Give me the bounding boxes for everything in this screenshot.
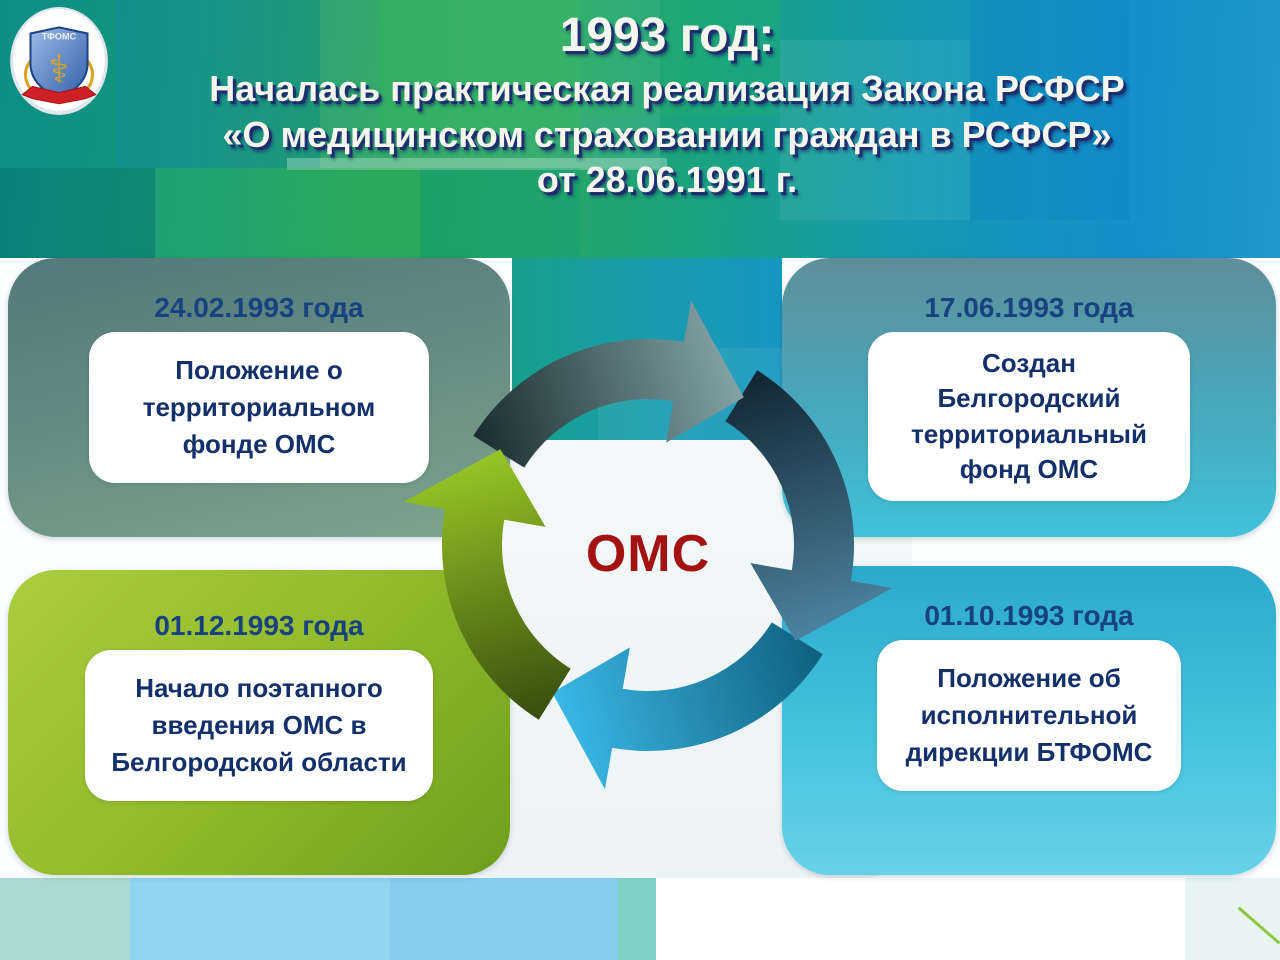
cycle-center-label: ОМС xyxy=(585,525,711,583)
milestone-date: 24.02.1993 года xyxy=(154,292,364,323)
milestone-text: Создан Белгородский территориальный фонд ОМС xyxy=(868,332,1190,501)
milestone-date: 17.06.1993 года xyxy=(924,292,1134,323)
milestone-date: 01.10.1993 года xyxy=(924,600,1134,631)
milestone-card-top-left xyxy=(8,258,510,537)
title-year: 1993 год: xyxy=(559,9,775,62)
staff-of-asclepius-icon: ⚕ xyxy=(48,48,70,92)
milestone-card-bottom-left xyxy=(8,570,510,875)
center-teal-column xyxy=(512,258,782,462)
mosaic-square xyxy=(130,878,390,960)
milestone-text: Положение о территориальном фонде ОМС xyxy=(89,332,429,483)
mosaic-square xyxy=(618,878,656,960)
milestone-text: Начало поэтапного введения ОМС в Белгородской области xyxy=(85,650,433,801)
title-line-4: от 28.06.1991 г. xyxy=(536,159,798,201)
tfoms-logo xyxy=(8,5,110,117)
milestone-card-bottom-right xyxy=(782,566,1276,875)
milestone-text: Положение об исполнительной дирекции БТФОМС xyxy=(877,640,1181,791)
bottom-mosaic-strip xyxy=(0,878,1280,960)
mosaic-square xyxy=(0,878,130,960)
milestone-date: 01.12.1993 года xyxy=(154,610,364,641)
title-line-2: Началась практическая реализация Закона РСФСР xyxy=(209,68,1125,109)
mosaic-square xyxy=(1185,878,1280,960)
title-line-3: «О медицинском страховании граждан в РСФСР» xyxy=(222,113,1112,155)
milestone-card-top-right xyxy=(782,258,1276,537)
mosaic-square xyxy=(390,878,618,960)
slide-title xyxy=(70,6,1264,203)
logo-org-text: ТФОМС xyxy=(41,31,77,42)
